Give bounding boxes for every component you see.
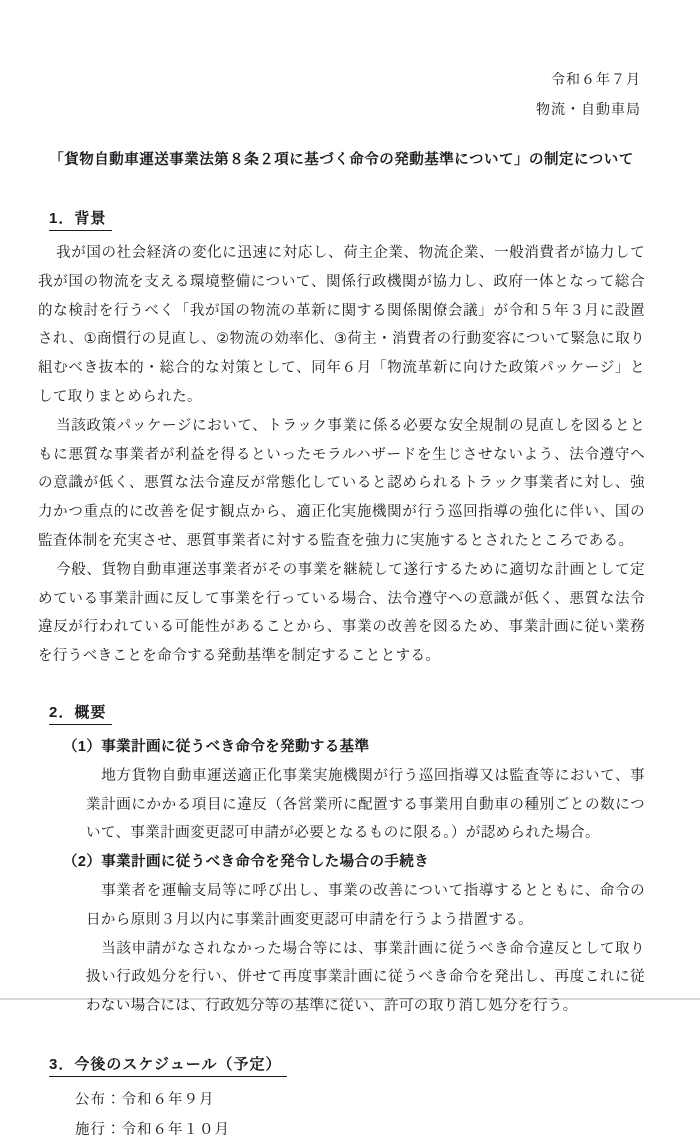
- overview-sub1-paragraph: 地方貨物自動車運送適正化事業実施機関が行う巡回指導又は監査等において、事業計画にかかる項目に違反（各営業所に配置する事業用自動車の種別ごとの数について、事業計画変更認可申請が必要となるものに限る。）が認められた場合。: [86, 767, 645, 842]
- document-meta: [38, 64, 645, 124]
- overview-sub2-paragraph-1: 事業者を運輸支局等に呼び出し、事業の改善について指導するとともに、命令の日から原則３月以内に事業計画変更認可申請を行うよう措置する。: [86, 882, 645, 928]
- section-background: [38, 207, 645, 671]
- background-paragraph-3: 今般、貨物自動車運送事業者がその事業を継続して遂行するために適切な計画として定めている事業計画に反して事業を行っている場合、法令遵守への意識が低く、悪質な法令違反が行われている可能性があることから、事業の改善を図るため、事業計画に従い業務を行うべきことを命令する発動基準を制定することとする。: [38, 561, 645, 665]
- section-overview-heading: 2．概要: [49, 701, 645, 725]
- section-overview: [38, 701, 645, 1021]
- section-schedule-heading: 3．今後のスケジュール（予定）: [49, 1053, 645, 1077]
- schedule-enforcement: 施行：令和６年１０月: [75, 1121, 230, 1138]
- background-paragraph-1: 我が国の社会経済の変化に迅速に対応し、荷主企業、物流企業、一般消費者が協力して我が国の物流を支える環境整備について、関係行政機関が協力し、政府一体となって総合的な検討を行うべく「我が国の物流の革新に関する関係閣僚会議」が令和５年３月に設置され、①商慣行の見直し、②物流の効率化、③荷主・消費者の行動変容について緊急に取り組むべき抜本的・総合的な対策として、同年６月「物流革新に向けた政策パッケージ」として取りまとめられた。: [38, 245, 645, 405]
- section-schedule: [38, 1053, 645, 1145]
- overview-sub2-paragraph-2: 当該申請がなされなかった場合等には、事業計画に従うべき命令違反として取り扱い行政処分を行い、併せて再度事業計画に従うべき命令を発出し、再度これに従わない場合には、行政処分等の基準に従い、許可の取り消し処分を行う。: [86, 940, 645, 1015]
- doc-date: 令和６年７月: [551, 71, 641, 87]
- overview-sub1-heading: （1）事業計画に従うべき命令を発動する基準: [63, 738, 370, 755]
- schedule-publication: 公布：令和６年９月: [75, 1091, 215, 1108]
- background-paragraph-2: 当該政策パッケージにおいて、トラック事業に係る必要な安全規制の見直しを図るとともに悪質な事業者が利益を得るといったモラルハザードを生じさせないよう、法令遵守への意識が低く、悪質な法令違反が常態化していると認められるトラック事業者に対し、強力かつ重点的に改善を促す観点から、適正化実施機関が行う巡回指導の強化に伴い、国の監査体制を充実させ、悪質事業者に対する監査を強力に実施するとされたところである。: [38, 417, 645, 549]
- doc-department: 物流・自動車局: [536, 101, 641, 117]
- doc-title: 「貨物自動車運送事業法第８条２項に基づく命令の発動基準について」の制定について: [49, 152, 634, 168]
- section-background-heading: 1．背景: [49, 207, 645, 231]
- overview-sub2-heading: （2）事業計画に従うべき命令を発令した場合の手続き: [63, 854, 430, 871]
